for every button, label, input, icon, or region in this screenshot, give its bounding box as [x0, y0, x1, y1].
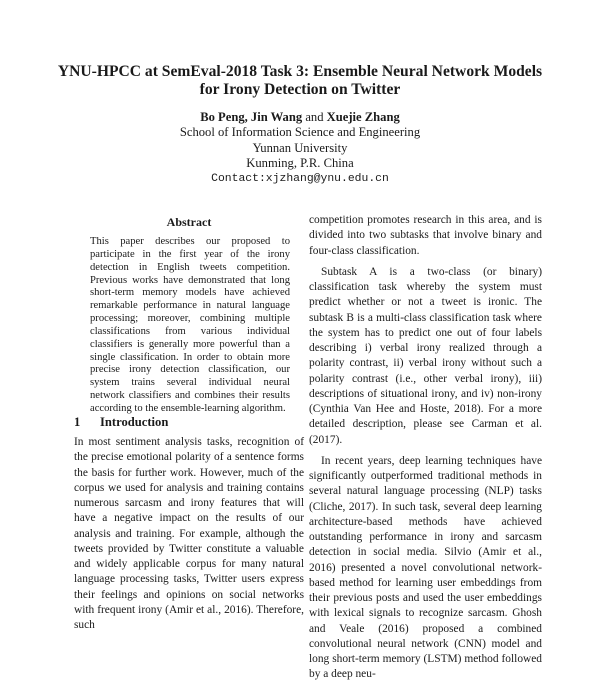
abstract-text: This paper describes our proposed to participate in the first year of the irony detection in English tweets competition. Previous works have demonstrated that long short-term memory models have achieved remarkable performance in natural language processing; moreover, combining multiple classifications from various individual classifiers is generally more powerful than a single classification. In order to obtain more precise irony detection classification, our system trains several individual neural network classifiers and combines their results according to the ensemble-learning algorithm.	[90, 236, 290, 414]
author-block	[40, 110, 560, 187]
paper-title	[40, 63, 560, 98]
author-and: and	[305, 110, 324, 124]
author-names: Bo Peng, Jin Wang	[200, 110, 303, 124]
right-paragraph-2: Subtask A is a two-class (or binary) classification task whereby the system must predict whether or not a tweet is ironic. The subtask B is a multi-class classification task where the system has to predict one out of four labels describing i) verbal irony realized through a polarity contrast, ii) verbal irony without such a polarity contrast (i.e., other verbal irony), iii) descriptions of situational irony, and iv) non-irony (Cynthia Van Hee and Hoste, 2018). For a more detailed description, please see Carman et al. (2017).	[309, 265, 542, 446]
paper-title-line1: YNU-HPCC at SemEval-2018 Task 3: Ensemble Neural Network Models	[57, 63, 543, 80]
right-paragraph-3: In recent years, deep learning techniques have significantly outperformed traditional methods in several natural language processing (NLP) tasks (Cliche, 2017). In such task, several deep learning architecture-based methods have achieved outstanding performance in irony and sarcasm detection in social media. Silvio (Amir et al., 2016) presented a novel convolutional network-based method for learning user embeddings from their previous posts and used the user embeddings with lexical signals to recognize sarcasm. Ghosh and Veale (2016) proposed a combined convolutional neural network (CNN) model and long short-term memory (LSTM) method followed by a deep neu-	[309, 454, 542, 681]
section-heading-introduction	[74, 415, 304, 430]
abstract-heading: Abstract	[166, 215, 212, 229]
paper-title-line2: for Irony Detection on Twitter	[199, 80, 401, 98]
author-names-line	[40, 110, 560, 125]
right-paragraph-1: competition promotes research in this area, and is divided into two subtasks that involve binary and four-class classification.	[309, 214, 542, 257]
author-last: Xuejie Zhang	[326, 110, 400, 124]
affiliation-line2: Yunnan University	[252, 140, 348, 155]
affiliation-line1: School of Information Science and Engineering	[179, 125, 421, 140]
right-column	[309, 213, 542, 683]
contact-email: Contact:xjzhang@ynu.edu.cn	[211, 172, 389, 185]
affiliation-line3: Kunming, P.R. China	[246, 156, 354, 171]
section-number: 1	[74, 415, 81, 429]
section-title: Introduction	[100, 415, 169, 429]
introduction-text: In most sentiment analysis tasks, recognition of the precise emotional polarity of a sentence forms the basis for further work. However, much of the corpus we used for analysis and training contains numerous sarcasm and irony features that will have a negative impact on the results of our analysis and training. For example, although the tweets provided by Twitter constitute a valuable and widely applicable corpus for many natural language processing tasks, Twitter users express their feelings and opinions on social networks with frequent irony (Amir et al., 2016). Therefore, such	[74, 436, 304, 631]
